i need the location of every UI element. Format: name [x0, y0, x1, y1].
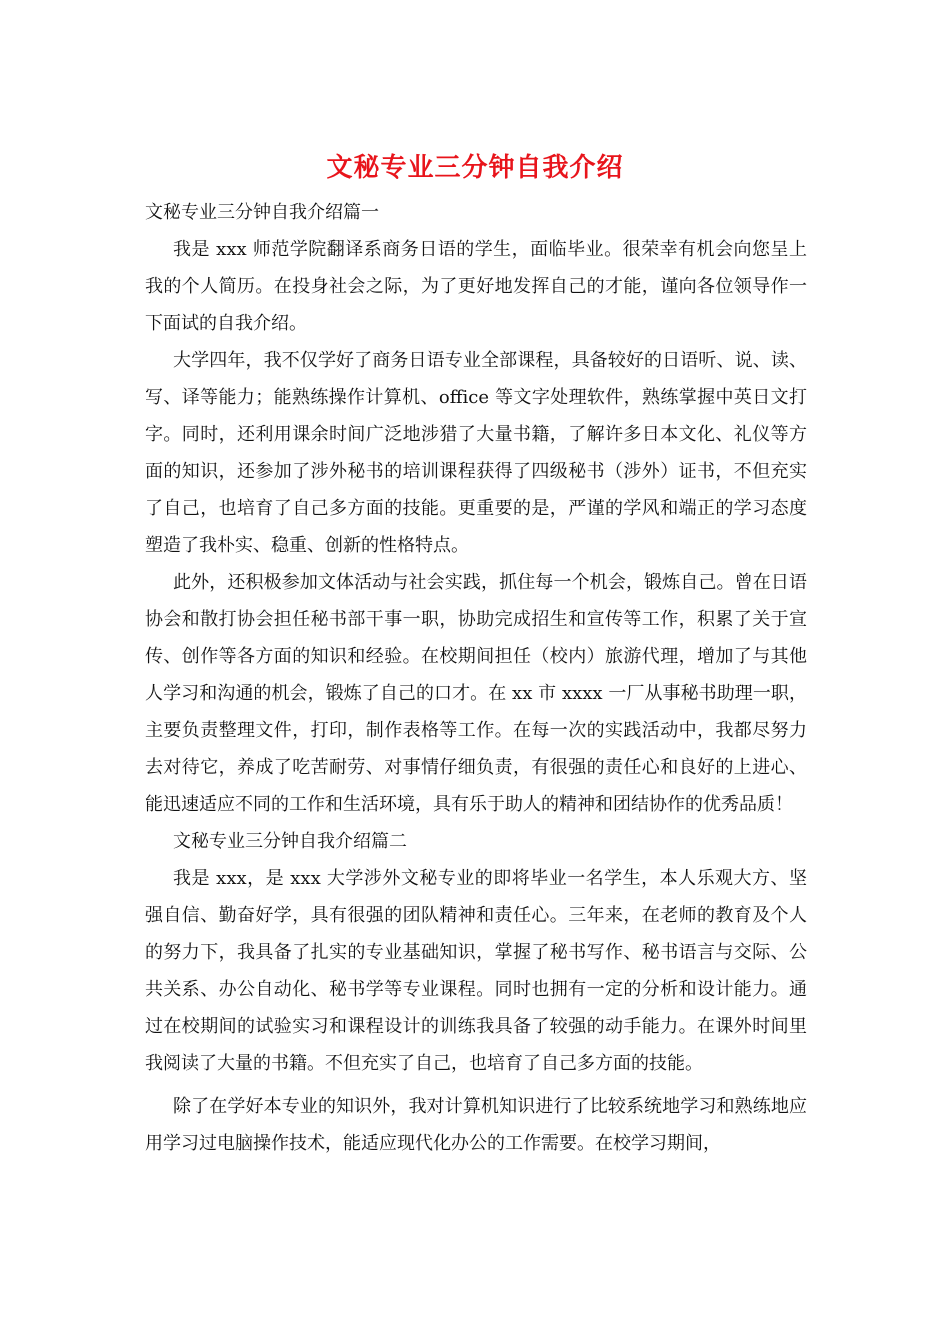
document-title: 文秘专业三分钟自我介绍: [326, 153, 624, 183]
paragraph-1-3: 此外，还积极参加文体活动与社会实践，抓住每一个机会，锻炼自己。曾在日语协会和散打协会担任秘书部干事一职，协助完成招生和宣传等工作，积累了关于宣传、创作等各方面的知识和经验。在校期间担任（校内）旅游代理，增加了与其他人学习和沟通的机会，锻炼了自己的口才。在 xx 市 xxxx 一厂从事秘书助理一职，主要负责整理文件，打印，制作表格等工作。在每一次的实践活动中，我都尽努力去对待它，养成了吃苦耐劳、对事情仔细负责，有很强的责任心和良好的上进心、能迅速适应不同的工作和生活环境，具有乐于助人的精神和团结协作的优秀品质！: [145, 572, 807, 815]
section-heading-1: 文秘专业三分钟自我介绍篇一: [145, 202, 379, 223]
paragraph-1-1: 我是 xxx 师范学院翻译系商务日语的学生，面临毕业。很荣幸有机会向您呈上我的个人简历。在投身社会之际，为了更好地发挥自己的才能，谨向各位领导作一下面试的自我介绍。: [145, 239, 807, 334]
paragraph-2-2: 除了在学好本专业的知识外，我对计算机知识进行了比较系统地学习和熟练地应用学习过电脑操作技术，能适应现代化办公的工作需要。在校学习期间，: [145, 1096, 807, 1154]
paragraph-2-1: 我是 xxx，是 xxx 大学涉外文秘专业的即将毕业一名学生，本人乐观大方、坚强自信、勤奋好学，具有很强的团队精神和责任心。三年来，在老师的教育及个人的努力下，我具备了扎实的专业基础知识，掌握了秘书写作、秘书语言与交际、公共关系、办公自动化、秘书学等专业课程。同时也拥有一定的分析和设计能力。通过在校期间的试验实习和课程设计的训练我具备了较强的动手能力。在课外时间里我阅读了大量的书籍。不但充实了自己，也培育了自己多方面的技能。: [145, 868, 807, 1074]
paragraph-1-2: 大学四年，我不仅学好了商务日语专业全部课程，具备较好的日语听、说、读、写、译等能力；能熟练操作计算机、office 等文字处理软件，熟练掌握中英日文打字。同时，还利用课余时间广泛地涉猎了大量书籍，了解许多日本文化、礼仪等方面的知识，还参加了涉外秘书的培训课程获得了四级秘书（涉外）证书，不但充实了自己，也培育了自己多方面的技能。更重要的是，严谨的学风和端正的学习态度塑造了我朴实、稳重、创新的性格特点。: [145, 350, 807, 556]
section-heading-2: 文秘专业三分钟自我介绍篇二: [173, 831, 407, 852]
document-body: [145, 194, 807, 1162]
